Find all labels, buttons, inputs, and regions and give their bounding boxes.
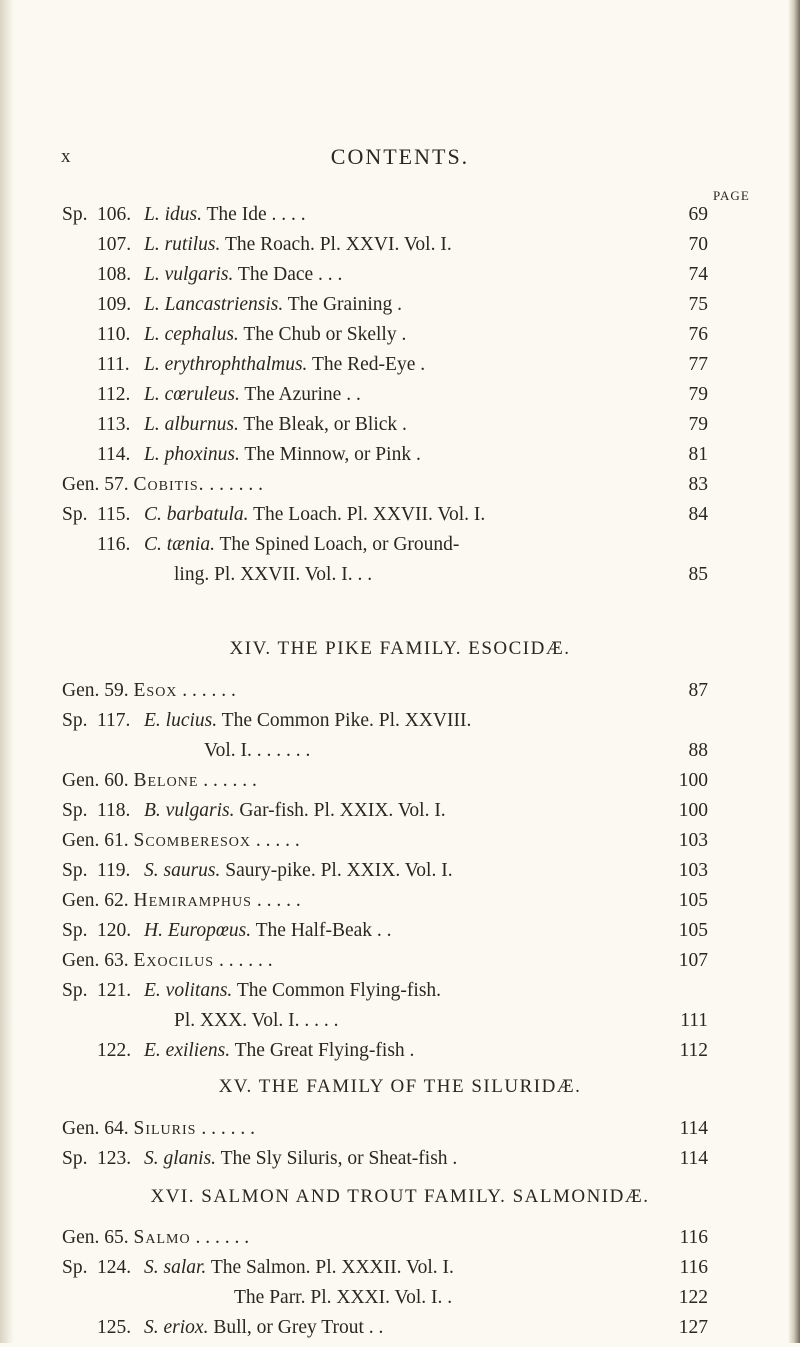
page-reference: 105 — [678, 920, 708, 941]
species-number: 118. — [97, 800, 131, 821]
species-number: 120. — [97, 920, 132, 941]
page-reference: 69 — [688, 204, 708, 225]
species-number: 122. — [97, 1040, 132, 1061]
page-reference: 81 — [688, 444, 708, 465]
species-number: 116. — [97, 534, 131, 555]
species-number: 124. — [97, 1257, 132, 1278]
species-description: The Sly Siluris, or Sheat-fish . — [220, 1148, 458, 1169]
page-reference: 116 — [679, 1227, 708, 1248]
species-entry-text — [144, 1040, 414, 1062]
species-latin-name: L. alburnus. — [144, 414, 239, 435]
species-number: 111. — [97, 354, 130, 375]
species-latin-name: S. eriox. — [144, 1317, 209, 1338]
genus-name: Esox — [133, 680, 178, 701]
species-latin-name: L. vulgaris. — [144, 264, 234, 285]
toc-entry — [0, 294, 800, 324]
page-reference: 79 — [688, 384, 708, 405]
page-reference: 111 — [680, 1010, 708, 1031]
species-entry-text — [144, 384, 361, 406]
species-description: The Common Pike. Pl. XXVIII. — [221, 710, 472, 731]
page-reference: 105 — [678, 890, 708, 911]
page-reference: 114 — [679, 1148, 708, 1169]
toc-entry — [0, 264, 800, 294]
species-description: The Graining . — [287, 294, 403, 315]
genus-name: Hemiramphus — [133, 890, 252, 911]
toc-entry — [0, 1010, 800, 1040]
toc-entry — [0, 740, 800, 770]
species-entry-text — [144, 204, 306, 226]
species-prefix: Sp. — [62, 204, 88, 225]
species-latin-name: S. saurus. — [144, 860, 221, 881]
page-reference: 74 — [688, 264, 708, 285]
page-reference: 83 — [688, 474, 708, 495]
genus-name: Belone — [133, 770, 199, 791]
species-entry-text — [144, 920, 392, 942]
genus-name: Exocilus — [133, 950, 215, 971]
species-number: 119. — [97, 860, 131, 881]
species-latin-name: L. Lancastriensis. — [144, 294, 284, 315]
toc-entry — [0, 1257, 800, 1287]
species-latin-name: C. tænia. — [144, 534, 215, 555]
species-entry-text — [144, 324, 406, 346]
page-reference: 87 — [688, 680, 708, 701]
section-heading: XIV. THE PIKE FAMILY. ESOCIDÆ. — [229, 638, 571, 659]
toc-entry — [0, 444, 800, 474]
species-entry-text — [144, 800, 446, 822]
page-column-label: PAGE — [713, 188, 750, 203]
toc-entry — [0, 1040, 800, 1070]
genus-entry-text: Gen. 60. Belone . . . . . . — [62, 770, 257, 791]
species-entry-text — [144, 980, 441, 1002]
toc-entry — [0, 920, 800, 950]
species-entry-text — [144, 710, 471, 732]
page-reference: 122 — [678, 1287, 708, 1308]
toc-entry — [0, 534, 800, 564]
species-prefix: Sp. — [62, 710, 88, 731]
species-prefix: Sp. — [62, 1257, 88, 1278]
page-reference: 107 — [678, 950, 708, 971]
species-latin-name: L. erythrophthalmus. — [144, 354, 308, 375]
toc-entry — [0, 504, 800, 534]
species-entry-text — [144, 504, 485, 526]
toc-entry — [0, 980, 800, 1010]
species-description: The Spined Loach, or Ground- — [219, 534, 460, 555]
toc-entry — [0, 324, 800, 354]
page-reference: 70 — [688, 234, 708, 255]
species-latin-name: E. exiliens. — [144, 1040, 231, 1061]
page-reference: 76 — [688, 324, 708, 345]
toc-entry — [0, 680, 800, 710]
species-latin-name: E. lucius. — [144, 710, 218, 731]
genus-name: Siluris — [133, 1118, 197, 1139]
genus-name: Salmo — [133, 1227, 191, 1248]
species-entry-text — [144, 860, 453, 882]
species-entry-text — [144, 354, 425, 376]
toc-entry — [0, 234, 800, 264]
species-number: 108. — [97, 264, 132, 285]
page-reference: 85 — [688, 564, 708, 585]
species-entry-text — [144, 414, 407, 436]
toc-entry — [0, 830, 800, 860]
species-latin-name: L. cephalus. — [144, 324, 239, 345]
page-reference: 77 — [688, 354, 708, 375]
toc-entry — [0, 800, 800, 830]
species-description: The Dace . . . — [237, 264, 343, 285]
species-entry-text — [144, 444, 421, 466]
species-description: Saury-pike. Pl. XXIX. Vol. I. — [225, 860, 453, 881]
species-number: 115. — [97, 504, 131, 525]
species-number: 117. — [97, 710, 131, 731]
genus-entry-text: Gen. 65. Salmo . . . . . . — [62, 1227, 250, 1248]
species-description: Gar-fish. Pl. XXIX. Vol. I. — [239, 800, 446, 821]
genus-name: Scomberesox — [133, 830, 252, 851]
toc-entry — [0, 414, 800, 444]
entry-continuation-text: Pl. XXX. Vol. I. . . . . — [174, 1010, 339, 1031]
toc-entry — [0, 1287, 800, 1317]
genus-name: Cobitis. — [133, 474, 205, 495]
species-latin-name: L. rutilus. — [144, 234, 221, 255]
species-number: 112. — [97, 384, 131, 405]
toc-entry — [0, 1118, 800, 1148]
entry-continuation-text: The Parr. Pl. XXXI. Vol. I. . — [234, 1287, 453, 1308]
species-description: The Ide . . . . — [206, 204, 306, 225]
genus-entry-text: Gen. 64. Siluris . . . . . . — [62, 1118, 255, 1139]
species-latin-name: E. volitans. — [144, 980, 233, 1001]
species-description: The Common Flying-fish. — [236, 980, 442, 1001]
species-latin-name: S. glanis. — [144, 1148, 217, 1169]
page-reference: 127 — [678, 1317, 708, 1338]
section-heading: XV. THE FAMILY OF THE SILURIDÆ. — [218, 1076, 582, 1097]
species-prefix: Sp. — [62, 860, 88, 881]
species-latin-name: L. idus. — [144, 204, 202, 225]
page-reference: 100 — [678, 800, 708, 821]
page-reference: 75 — [688, 294, 708, 315]
genus-entry-text: Gen. 59. Esox . . . . . . — [62, 680, 236, 701]
toc-entry — [0, 770, 800, 800]
running-title: CONTENTS. — [330, 144, 470, 169]
species-number: 106. — [97, 204, 132, 225]
page-reference: 88 — [688, 740, 708, 761]
species-latin-name: H. Europœus. — [144, 920, 252, 941]
species-number: 114. — [97, 444, 131, 465]
species-number: 123. — [97, 1148, 132, 1169]
species-description: The Red-Eye . — [311, 354, 426, 375]
page-reference: 79 — [688, 414, 708, 435]
species-entry-text — [144, 294, 402, 316]
species-description: The Chub or Skelly . — [243, 324, 407, 345]
species-number: 107. — [97, 234, 132, 255]
species-latin-name: C. barbatula. — [144, 504, 249, 525]
species-description: The Half-Beak . . — [255, 920, 392, 941]
toc-entry — [0, 1227, 800, 1257]
page-reference: 112 — [679, 1040, 708, 1061]
species-entry-text — [144, 1148, 457, 1170]
species-description: The Azurine . . — [244, 384, 361, 405]
toc-entry — [0, 1148, 800, 1178]
section-heading: XVI. SALMON AND TROUT FAMILY. SALMONIDÆ. — [150, 1186, 650, 1207]
toc-entry — [0, 890, 800, 920]
species-number: 125. — [97, 1317, 132, 1338]
toc-entry — [0, 354, 800, 384]
species-description: The Loach. Pl. XXVII. Vol. I. — [253, 504, 486, 525]
genus-entry-text: Gen. 57. Cobitis. . . . . . . — [62, 474, 263, 495]
toc-entry — [0, 384, 800, 414]
genus-entry-text: Gen. 63. Exocilus . . . . . . — [62, 950, 273, 971]
page-header — [0, 146, 800, 176]
species-prefix: Sp. — [62, 504, 88, 525]
species-latin-name: B. vulgaris. — [144, 800, 235, 821]
species-description: The Salmon. Pl. XXXII. Vol. I. — [210, 1257, 454, 1278]
species-description: The Minnow, or Pink . — [244, 444, 421, 465]
species-entry-text — [144, 234, 452, 256]
page-reference: 100 — [678, 770, 708, 791]
species-description: The Bleak, or Blick . — [243, 414, 407, 435]
species-latin-name: L. cœruleus. — [144, 384, 240, 405]
species-description: The Roach. Pl. XXVI. Vol. I. — [224, 234, 452, 255]
species-prefix: Sp. — [62, 1148, 88, 1169]
species-description: The Great Flying-fish . — [234, 1040, 415, 1061]
page-reference: 114 — [679, 1118, 708, 1139]
species-entry-text — [144, 264, 342, 286]
toc-entry — [0, 564, 800, 594]
genus-entry-text: Gen. 62. Hemiramphus . . . . . — [62, 890, 301, 911]
species-entry-text — [144, 534, 459, 556]
species-latin-name: S. salar. — [144, 1257, 207, 1278]
species-description: Bull, or Grey Trout . . — [213, 1317, 384, 1338]
toc-entry — [0, 204, 800, 234]
entry-continuation-text: Vol. I. . . . . . . — [204, 740, 311, 761]
toc-entry — [0, 860, 800, 890]
page-reference: 116 — [679, 1257, 708, 1278]
species-prefix: Sp. — [62, 800, 88, 821]
species-number: 109. — [97, 294, 132, 315]
toc-entry — [0, 950, 800, 980]
genus-entry-text: Gen. 61. Scomberesox . . . . . — [62, 830, 300, 851]
species-number: 110. — [97, 324, 131, 345]
species-number: 121. — [97, 980, 132, 1001]
species-number: 113. — [97, 414, 131, 435]
species-latin-name: L. phoxinus. — [144, 444, 240, 465]
species-entry-text — [144, 1317, 383, 1339]
page-number: x — [61, 146, 72, 167]
page-reference: 84 — [688, 504, 708, 525]
page-reference: 103 — [678, 860, 708, 881]
page-reference: 103 — [678, 830, 708, 851]
toc-entry — [0, 710, 800, 740]
entry-continuation-text: ling. Pl. XXVII. Vol. I. . . — [174, 564, 373, 585]
species-prefix: Sp. — [62, 920, 88, 941]
toc-entry — [0, 474, 800, 504]
species-prefix: Sp. — [62, 980, 88, 1001]
species-entry-text — [144, 1257, 454, 1279]
